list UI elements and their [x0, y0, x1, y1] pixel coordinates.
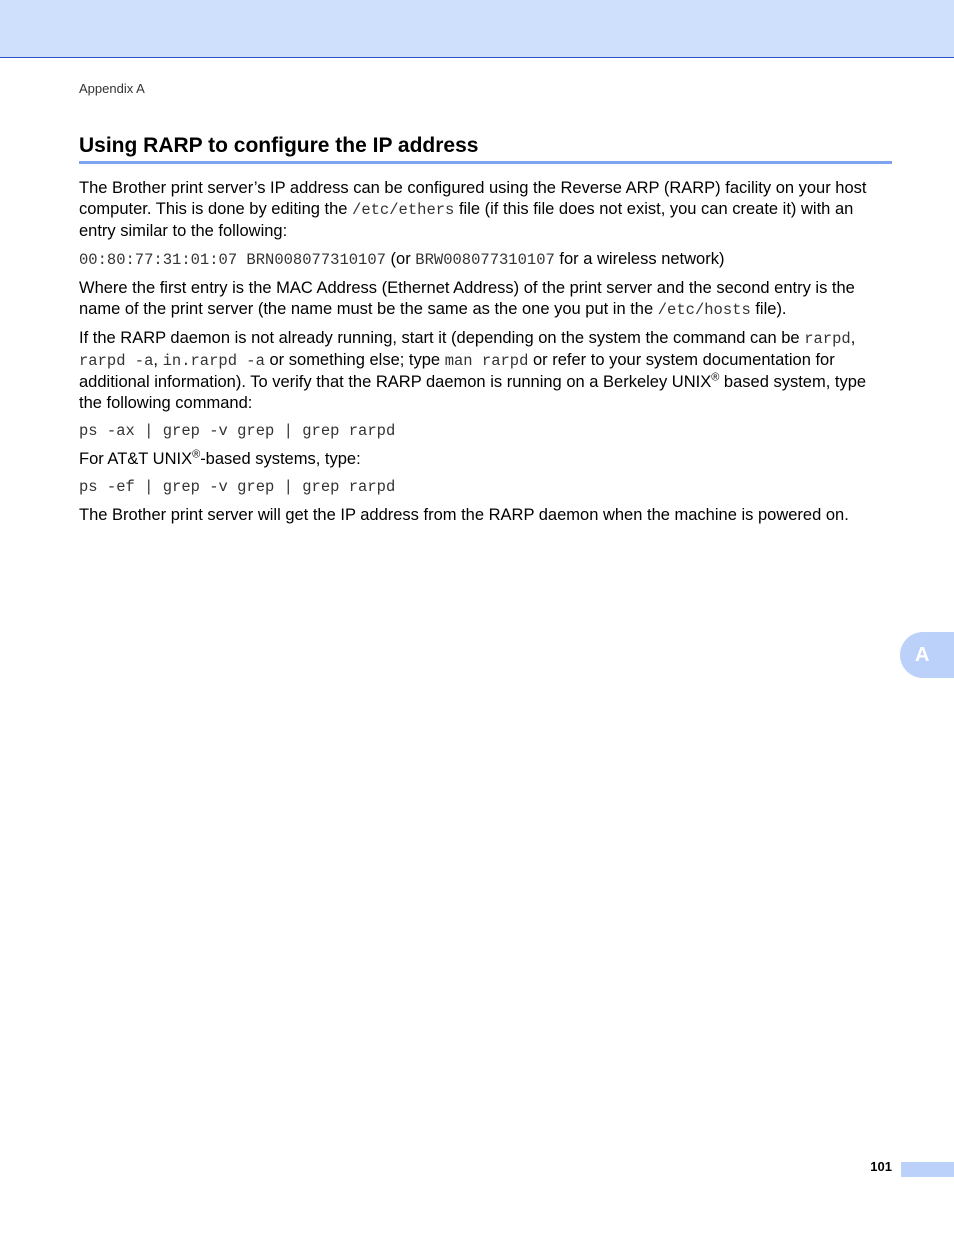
- header-band: [0, 0, 954, 58]
- paragraph-intro: The Brother print server’s IP address can be configured using the Reverse ARP (RARP) facility on your host computer. This is done by editing the /etc/ethers file (if this file does not exist, you can create it) with an entry similar to the following:: [79, 179, 867, 240]
- body-content: [79, 178, 892, 533]
- paragraph-rarp-daemon: If the RARP daemon is not already running, start it (depending on the system the command can be rarpd, rarpd -a, in.rarpd -a or something else; type man rarpd or refer to your system documentation for additional information). To verify that the RARP daemon is running on a Berkeley UNIX® based system, type the following command:: [79, 329, 867, 412]
- appendix-side-tab: A: [900, 632, 954, 678]
- section-title: Using RARP to configure the IP address: [79, 134, 892, 164]
- command-att: ps -ef | grep -v grep | grep rarpd: [79, 478, 396, 496]
- code-etc-hosts: /etc/hosts: [657, 301, 751, 319]
- code-example-entry: 00:80:77:31:01:07 BRN008077310107: [79, 251, 386, 269]
- running-header: Appendix A: [79, 81, 145, 96]
- page-number: 101: [870, 1159, 892, 1174]
- paragraph-att-unix: For AT&T UNIX®-based systems, type:: [79, 448, 361, 468]
- registered-mark: ®: [711, 371, 720, 384]
- page-number-bar: [901, 1162, 954, 1177]
- code-rarpd: rarpd: [804, 330, 851, 348]
- code-wireless-name: BRW008077310107: [415, 251, 555, 269]
- code-in-rarpd-a: in.rarpd -a: [162, 352, 265, 370]
- paragraph-example-entry: 00:80:77:31:01:07 BRN008077310107 (or BRW008077310107 for a wireless network): [79, 250, 725, 269]
- code-man-rarpd: man rarpd: [444, 352, 529, 370]
- paragraph-conclusion: The Brother print server will get the IP address from the RARP daemon when the machine is powered on.: [79, 506, 849, 524]
- command-berkeley: ps -ax | grep -v grep | grep rarpd: [79, 422, 396, 440]
- code-rarpd-a: rarpd -a: [79, 352, 154, 370]
- paragraph-entry-explanation: Where the first entry is the MAC Address (Ethernet Address) of the print server and the second entry is the name of the print server (the name must be the same as the one you put in the /etc/hosts file).: [79, 279, 855, 319]
- registered-mark: ®: [192, 448, 201, 461]
- code-etc-ethers: /etc/ethers: [352, 201, 455, 219]
